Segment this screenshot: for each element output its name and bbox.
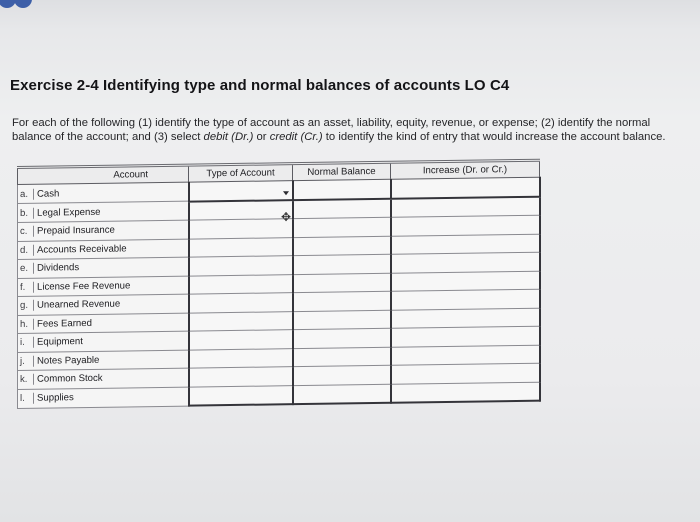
row-letter: d.	[20, 245, 34, 256]
account-name: Prepaid Insurance	[37, 224, 115, 237]
increase-select[interactable]	[391, 196, 540, 217]
type-of-account-select[interactable]	[189, 219, 293, 239]
row-letter: c.	[20, 226, 34, 237]
account-cell	[18, 350, 189, 371]
account-cell	[18, 387, 189, 408]
increase-select[interactable]	[391, 345, 540, 366]
normal-balance-select[interactable]	[293, 291, 391, 311]
move-cursor-icon: ✥	[281, 210, 292, 224]
account-cell	[18, 368, 189, 389]
account-name: Supplies	[37, 392, 74, 404]
type-of-account-select[interactable]	[189, 348, 293, 368]
instructions: For each of the following (1) identify the type of account as an asset, liability, equity, revenue, or expense; (2) identify the normal balance of the account; and (3) select debit (Dr.) or credit (Cr.) to identify the kind of entry that would increase the account balance.	[12, 117, 666, 143]
account-name: Equipment	[37, 336, 83, 348]
account-cell	[18, 294, 189, 315]
debit-term: debit (Dr.)	[203, 130, 254, 143]
account-name: Notes Payable	[37, 354, 100, 367]
account-name: License Fee Revenue	[37, 280, 131, 293]
row-letter: l.	[20, 393, 34, 404]
normal-balance-select[interactable]	[293, 384, 391, 404]
account-cell	[18, 276, 189, 297]
increase-select[interactable]	[391, 215, 540, 236]
row-letter: f.	[20, 282, 34, 293]
type-of-account-select[interactable]	[189, 367, 293, 387]
normal-balance-select[interactable]	[293, 365, 391, 385]
row-letter: b.	[20, 207, 34, 218]
chevron-down-icon[interactable]	[283, 191, 289, 195]
top-circle-icon	[14, 0, 32, 8]
row-letter: g.	[20, 300, 34, 311]
credit-term: credit (Cr.)	[269, 130, 323, 143]
row-letter: k.	[20, 374, 34, 385]
account-cell	[18, 313, 189, 334]
increase-select[interactable]	[391, 177, 540, 198]
increase-select[interactable]	[391, 234, 540, 255]
header-account: Account	[18, 165, 189, 184]
header-increase: Increase (Dr. or Cr.)	[391, 160, 540, 179]
type-of-account-select[interactable]	[189, 181, 293, 201]
row-letter: a.	[20, 188, 34, 199]
increase-select[interactable]	[391, 271, 540, 292]
account-cell	[18, 239, 189, 260]
increase-select[interactable]	[391, 289, 540, 310]
account-cell	[18, 257, 189, 278]
type-of-account-select[interactable]	[189, 293, 293, 313]
increase-select[interactable]	[391, 363, 540, 384]
row-letter: i.	[20, 337, 34, 348]
type-of-account-select[interactable]	[189, 237, 293, 257]
account-name: Dividends	[37, 262, 80, 274]
increase-select[interactable]	[391, 382, 540, 403]
accounts-table	[17, 159, 541, 409]
normal-balance-select[interactable]	[293, 273, 391, 293]
account-name: Common Stock	[37, 373, 103, 385]
type-of-account-select[interactable]	[189, 385, 293, 405]
type-of-account-select[interactable]	[189, 256, 293, 276]
increase-select[interactable]	[391, 308, 540, 329]
type-of-account-select[interactable]	[189, 311, 293, 331]
type-of-account-select[interactable]	[189, 200, 293, 220]
normal-balance-select[interactable]	[293, 347, 391, 367]
type-of-account-select[interactable]	[189, 274, 293, 294]
increase-select[interactable]	[391, 326, 540, 347]
row-letter: h.	[20, 319, 34, 330]
header-normal-balance: Normal Balance	[293, 162, 391, 180]
normal-balance-select[interactable]	[293, 236, 391, 256]
normal-balance-select[interactable]	[293, 198, 391, 218]
normal-balance-select[interactable]	[293, 254, 391, 274]
account-name: Accounts Receivable	[37, 243, 127, 256]
account-cell	[18, 220, 189, 241]
account-name: Fees Earned	[37, 317, 92, 330]
normal-balance-select[interactable]	[293, 217, 391, 237]
account-name: Cash	[37, 187, 60, 200]
normal-balance-select[interactable]	[293, 328, 391, 348]
row-letter: e.	[20, 263, 34, 274]
type-of-account-select[interactable]	[189, 330, 293, 350]
account-cell	[18, 331, 189, 352]
account-cell	[18, 201, 189, 222]
normal-balance-select[interactable]	[293, 179, 391, 199]
account-cell	[18, 182, 189, 203]
row-letter: j.	[20, 356, 34, 367]
normal-balance-select[interactable]	[293, 310, 391, 330]
page-title: Exercise 2-4 Identifying type and normal balances of accounts LO C4	[10, 77, 510, 94]
account-name: Legal Expense	[37, 206, 101, 219]
header-type: Type of Account	[189, 164, 293, 182]
account-name: Unearned Revenue	[37, 298, 121, 311]
increase-select[interactable]	[391, 252, 540, 273]
